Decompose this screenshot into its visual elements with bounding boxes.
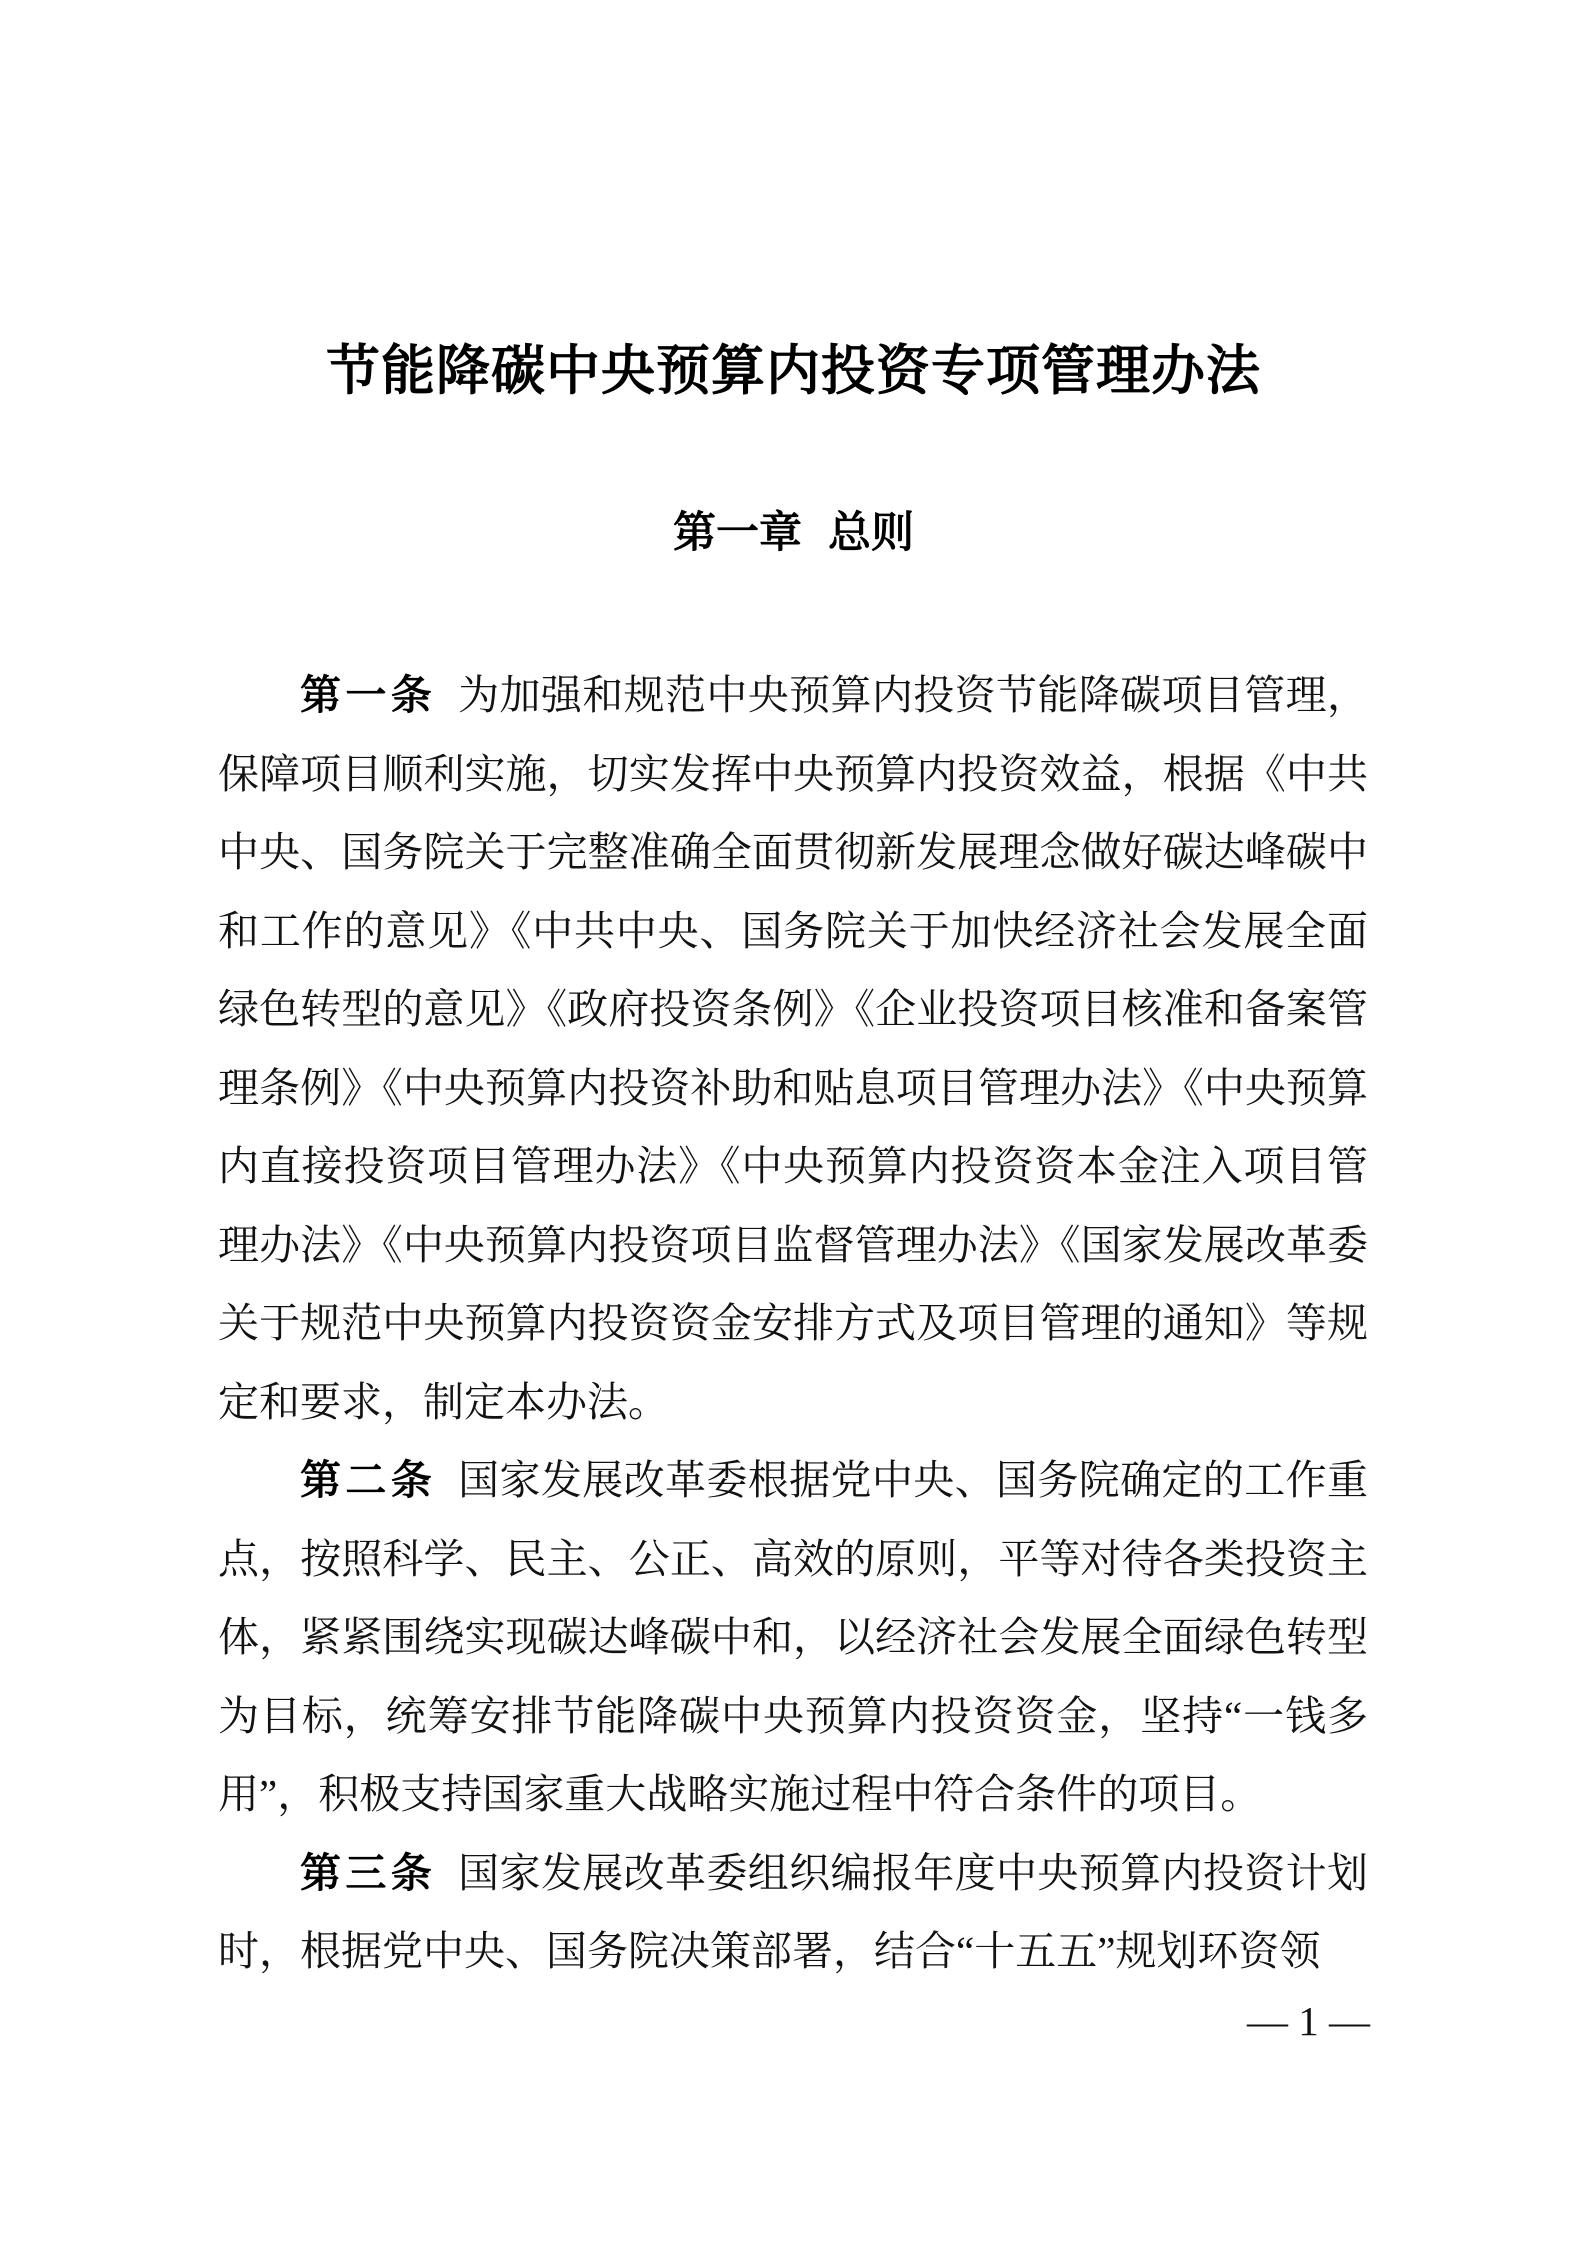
- article-label: 第三条: [300, 1849, 437, 1896]
- page-number: — 1 —: [1247, 1998, 1370, 2044]
- article-paragraph: [218, 656, 1368, 1441]
- article-label: 第二条: [300, 1457, 437, 1503]
- document-body: [218, 656, 1368, 1991]
- document-title: 节能降碳中央预算内投资专项管理办法: [326, 341, 1261, 401]
- article-text: 国家发展改革委根据党中央、国务院确定的工作重点，按照科学、民主、公正、高效的原则，平等对待各类投资主体，紧紧围绕实现碳达峰碳中和，以经济社会发展全面绿色转型为目标，统筹安排节能降碳中央预算内投资资金，坚持“一钱多用”，积极支持国家重大战略实施过程中符合条件的项目。: [218, 1457, 1368, 1817]
- article-paragraph: [218, 1834, 1368, 1991]
- article-label: 第一条: [300, 672, 437, 718]
- article-text: 国家发展改革委组织编报年度中央预算内投资计划时，根据党中央、国务院决策部署，结合“十五五”规划环资领: [218, 1849, 1368, 1974]
- article-text: 为加强和规范中央预算内投资节能降碳项目管理，保障项目顺利实施，切实发挥中央预算内投资效益，根据《中共中央、国务院关于完整准确全面贯彻新发展理念做好碳达峰碳中和工作的意见》《中共中央、国务院关于加快经济社会发展全面绿色转型的意见》《政府投资条例》《企业投资项目核准和备案管理条例》《中央预算内投资补助和贴息项目管理办法》《中央预算内直接投资项目管理办法》《中央预算内投资资本金注入项目管理办法》《中央预算内投资项目监督管理办法》《国家发展改革委关于规范中央预算内投资资金安排方式及项目管理的通知》等规定和要求，制定本办法。: [218, 672, 1368, 1425]
- article-paragraph: [218, 1441, 1368, 1834]
- chapter-heading: 第一章 总则: [673, 509, 914, 557]
